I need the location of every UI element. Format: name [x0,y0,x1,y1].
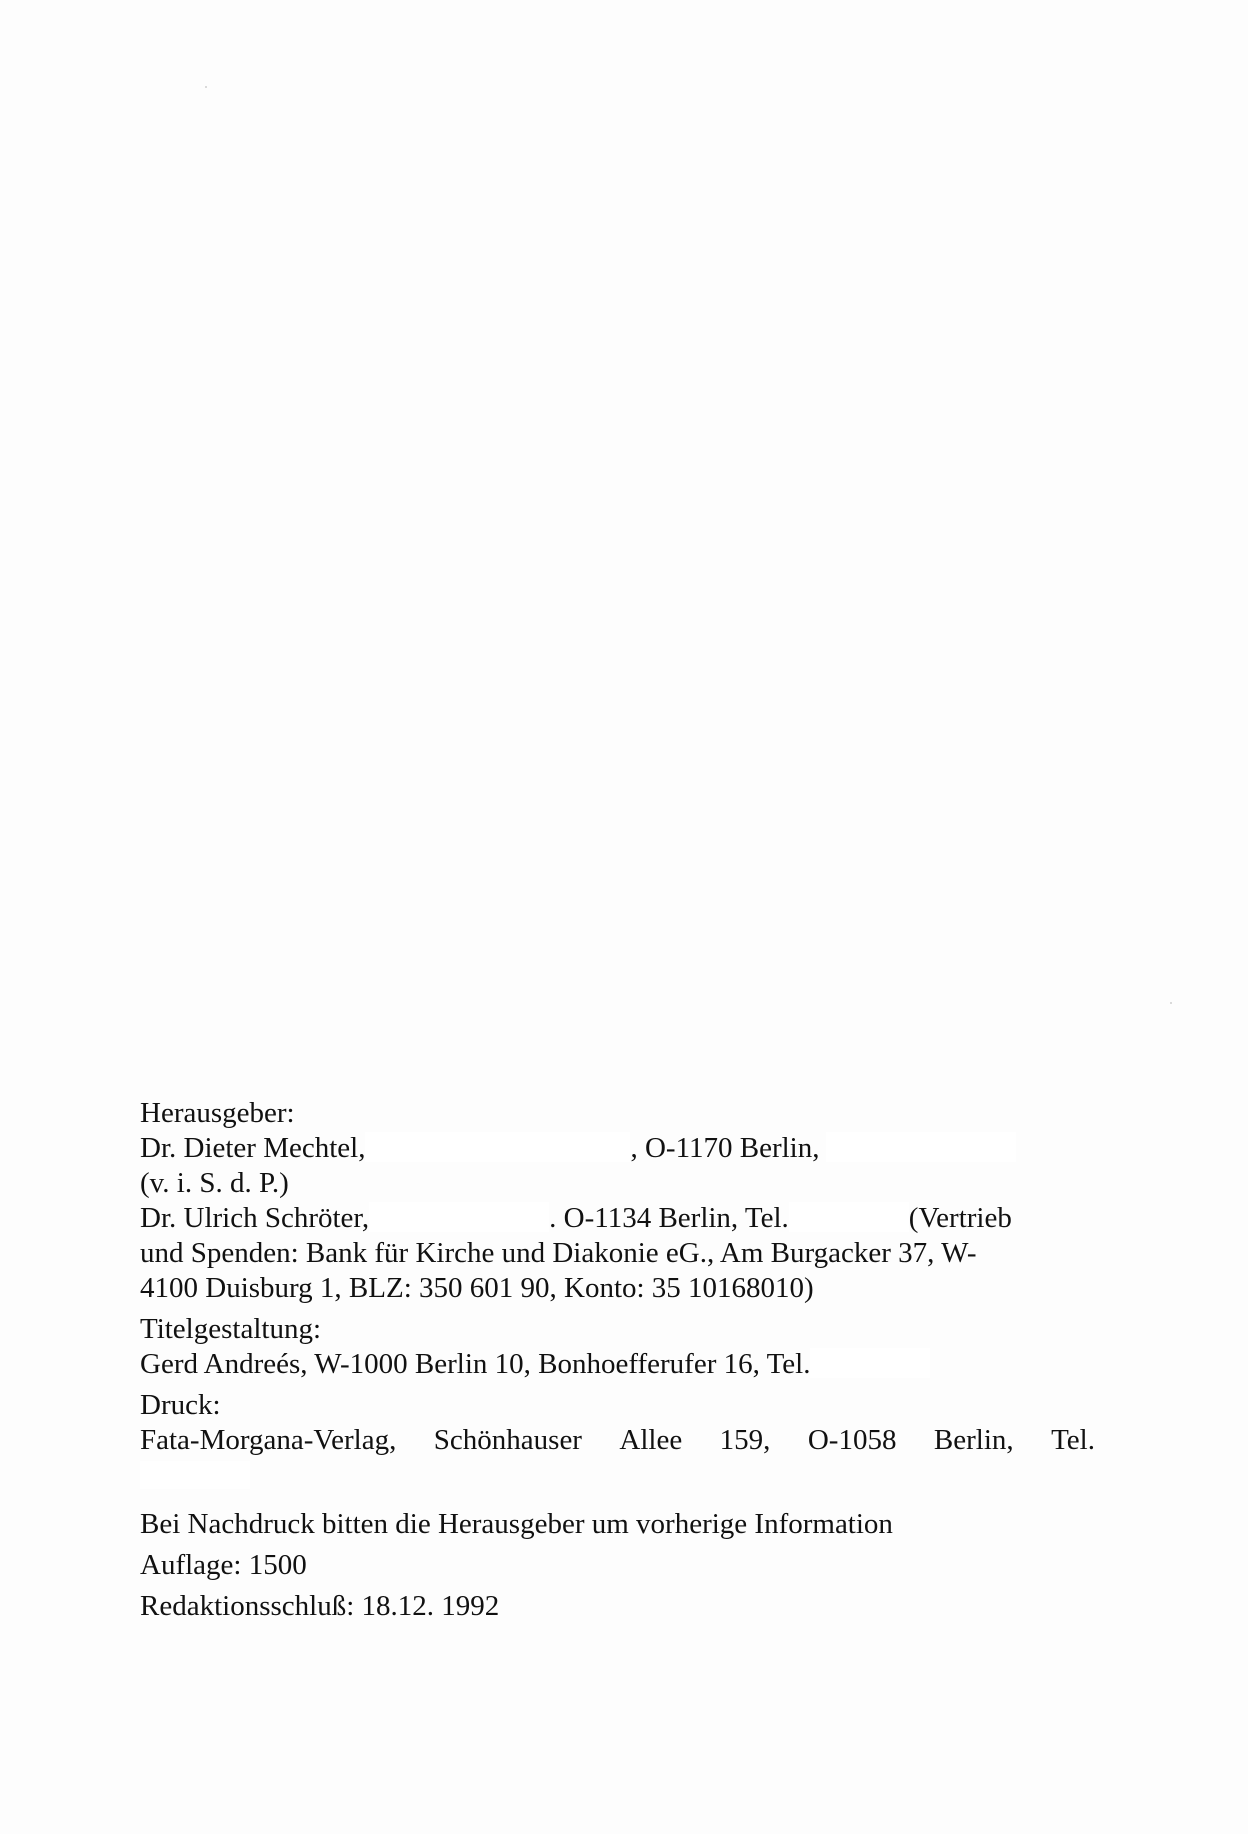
print-word: Schönhauser [433,1424,582,1456]
title-design-text: Gerd Andreés, W-1000 Berlin 10, Bonhoefferufer 16, Tel. [140,1348,811,1380]
reprint-note: Bei Nachdruck bitten die Herausgeber um vorherige Information [140,1508,893,1540]
print-word: 159, [719,1424,771,1456]
editorial-deadline: Redaktionsschluß: 18.12. 1992 [140,1590,500,1622]
print-word: Allee [619,1424,683,1456]
scan-speck [1170,1002,1172,1004]
redacted-address [369,1202,549,1232]
print-line [140,1423,1095,1458]
publisher-2-city: . O-1134 Berlin, Tel. [549,1202,789,1234]
publisher-1-note: (v. i. S. d. P.) [140,1167,289,1199]
publisher-2-line [140,1201,1095,1236]
print-word: Fata-Morgana-Verlag, [140,1424,397,1456]
imprint-block [140,1096,1095,1624]
print-word: Tel. [1051,1424,1095,1456]
redacted-phone [789,1202,909,1232]
print-word: O-1058 [807,1424,897,1456]
publisher-1-line [140,1131,1095,1166]
publisher-2-name: Dr. Ulrich Schröter, [140,1202,370,1234]
redacted-address [365,1132,630,1162]
redacted-phone [826,1132,1016,1162]
edition-count: Auflage: 1500 [140,1549,307,1581]
print-word: Berlin, [933,1424,1014,1456]
title-design-line [140,1347,1095,1382]
publisher-1-city: , O-1170 Berlin, [630,1132,820,1164]
print-phone-line [140,1458,1095,1493]
scan-speck [205,86,207,88]
bank-line-1: und Spenden: Bank für Kirche und Diakonie eG., Am Burgacker 37, W- [140,1237,977,1269]
publisher-heading: Herausgeber: [140,1097,295,1129]
title-design-heading: Titelgestaltung: [140,1313,321,1345]
publisher-2-vertrieb: (Vertrieb [908,1202,1012,1234]
bank-line-2: 4100 Duisburg 1, BLZ: 350 601 90, Konto: 35 10168010) [140,1272,814,1304]
publisher-1-name: Dr. Dieter Mechtel, [140,1132,366,1164]
redacted-phone [810,1348,930,1378]
print-heading: Druck: [140,1389,221,1421]
redacted-phone [140,1461,250,1489]
